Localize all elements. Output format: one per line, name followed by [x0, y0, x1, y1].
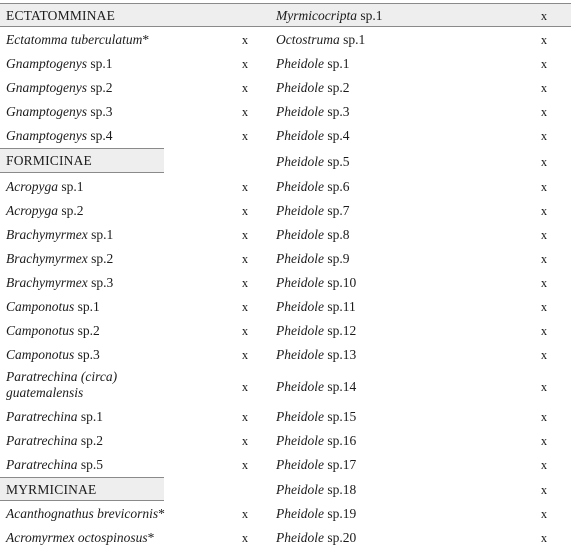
subfamily-header: FORMICINAE: [6, 153, 93, 168]
species-name: Pheidole sp.16: [276, 433, 357, 448]
presence-mark: x: [241, 129, 249, 143]
presence-mark: x: [241, 81, 249, 95]
presence-mark: x: [540, 507, 548, 521]
table-row: [0, 406, 571, 430]
presence-mark: x: [241, 105, 249, 119]
table-row: [0, 502, 571, 526]
presence-mark: x: [241, 180, 249, 194]
presence-mark: x: [241, 252, 249, 266]
table-row: [0, 51, 571, 75]
table-row: [0, 454, 571, 478]
presence-mark: x: [540, 204, 548, 218]
species-name: Pheidole sp.20: [276, 530, 357, 545]
subfamily-header: ECTATOMMINAE: [6, 8, 116, 23]
species-name: Paratrechina sp.1: [6, 409, 104, 424]
table-row: [0, 27, 571, 51]
presence-mark: x: [241, 324, 249, 338]
presence-mark: x: [540, 180, 548, 194]
presence-mark: x: [540, 276, 548, 290]
presence-mark: x: [540, 300, 548, 314]
presence-mark: x: [241, 300, 249, 314]
species-name: Pheidole sp.11: [276, 299, 356, 314]
presence-mark: x: [241, 228, 249, 242]
presence-mark: x: [540, 483, 548, 497]
presence-mark: x: [241, 348, 249, 362]
table-row: [0, 294, 571, 318]
species-name: Paratrechina sp.2: [6, 433, 104, 448]
presence-mark: x: [540, 410, 548, 424]
species-name: Pheidole sp.4: [276, 128, 350, 143]
species-name: Pheidole sp.5: [276, 154, 350, 169]
species-name: Pheidole sp.3: [276, 104, 350, 119]
table-row: [0, 198, 571, 222]
species-name: Paratrechina (circa) guatemalensis: [6, 369, 118, 400]
species-name: Ectatomma tuberculatum*: [6, 32, 150, 47]
species-name: Gnamptogenys sp.2: [6, 80, 113, 95]
species-name: Pheidole sp.1: [276, 56, 350, 71]
presence-mark: x: [241, 458, 249, 472]
species-name: Pheidole sp.6: [276, 179, 350, 194]
species-name: Paratrechina sp.5: [6, 457, 104, 472]
species-name: Gnamptogenys sp.1: [6, 56, 113, 71]
table-row: [0, 99, 571, 123]
species-name: Pheidole sp.13: [276, 347, 357, 362]
species-name: Brachymyrmex sp.1: [6, 227, 114, 242]
species-name: Pheidole sp.17: [276, 457, 357, 472]
presence-mark: x: [540, 57, 548, 71]
species-name: Camponotus sp.2: [6, 323, 100, 338]
table-row: [0, 430, 571, 454]
table-row: [0, 222, 571, 246]
presence-mark: x: [540, 380, 548, 394]
presence-mark: x: [241, 380, 249, 394]
species-name: Pheidole sp.19: [276, 506, 357, 521]
species-name: Acromyrmex octospinosus*: [6, 530, 155, 545]
table-row: [0, 270, 571, 294]
species-name: Camponotus sp.3: [6, 347, 100, 362]
species-name: Gnamptogenys sp.3: [6, 104, 113, 119]
table-row: [0, 366, 571, 406]
table-row: [0, 526, 571, 549]
subfamily-header: MYRMICINAE: [6, 482, 97, 497]
table-row: [0, 246, 571, 270]
species-name: Pheidole sp.14: [276, 379, 357, 394]
table-row: [0, 174, 571, 198]
presence-mark: x: [241, 531, 249, 545]
species-name: Acropyga sp.2: [6, 203, 84, 218]
table-row: [0, 75, 571, 99]
species-name: Pheidole sp.7: [276, 203, 350, 218]
species-name: Pheidole sp.15: [276, 409, 357, 424]
presence-mark: x: [241, 276, 249, 290]
presence-mark: x: [540, 155, 548, 169]
species-name: Pheidole sp.10: [276, 275, 357, 290]
presence-mark: x: [540, 458, 548, 472]
species-name: Brachymyrmex sp.2: [6, 251, 114, 266]
table-row: [0, 123, 571, 147]
presence-mark: x: [540, 105, 548, 119]
presence-mark: x: [241, 204, 249, 218]
species-name: Pheidole sp.9: [276, 251, 350, 266]
species-name: Camponotus sp.1: [6, 299, 100, 314]
presence-mark: x: [241, 33, 249, 47]
presence-mark: x: [241, 434, 249, 448]
presence-mark: x: [540, 33, 548, 47]
presence-mark: x: [540, 129, 548, 143]
presence-mark: x: [540, 252, 548, 266]
table-row: [0, 147, 571, 174]
table-row: [0, 0, 571, 27]
species-name: Pheidole sp.8: [276, 227, 350, 242]
species-name: Pheidole sp.2: [276, 80, 350, 95]
species-name: Gnamptogenys sp.4: [6, 128, 113, 143]
presence-mark: x: [540, 228, 548, 242]
presence-mark: x: [540, 9, 548, 23]
presence-mark: x: [241, 507, 249, 521]
presence-mark: x: [241, 410, 249, 424]
table-row: [0, 318, 571, 342]
species-name: Brachymyrmex sp.3: [6, 275, 114, 290]
species-name: Pheidole sp.12: [276, 323, 357, 338]
presence-mark: x: [540, 434, 548, 448]
table-row: [0, 477, 571, 502]
presence-mark: x: [540, 81, 548, 95]
species-name: Acropyga sp.1: [6, 179, 84, 194]
presence-mark: x: [540, 348, 548, 362]
presence-mark: x: [241, 57, 249, 71]
table-row: [0, 342, 571, 366]
species-name: Octostruma sp.1: [276, 32, 366, 47]
species-name: Pheidole sp.18: [276, 482, 357, 497]
species-name: Acanthognathus brevicornis*: [6, 506, 165, 521]
presence-mark: x: [540, 531, 548, 545]
presence-mark: x: [540, 324, 548, 338]
species-name: Myrmicocripta sp.1: [276, 8, 383, 23]
